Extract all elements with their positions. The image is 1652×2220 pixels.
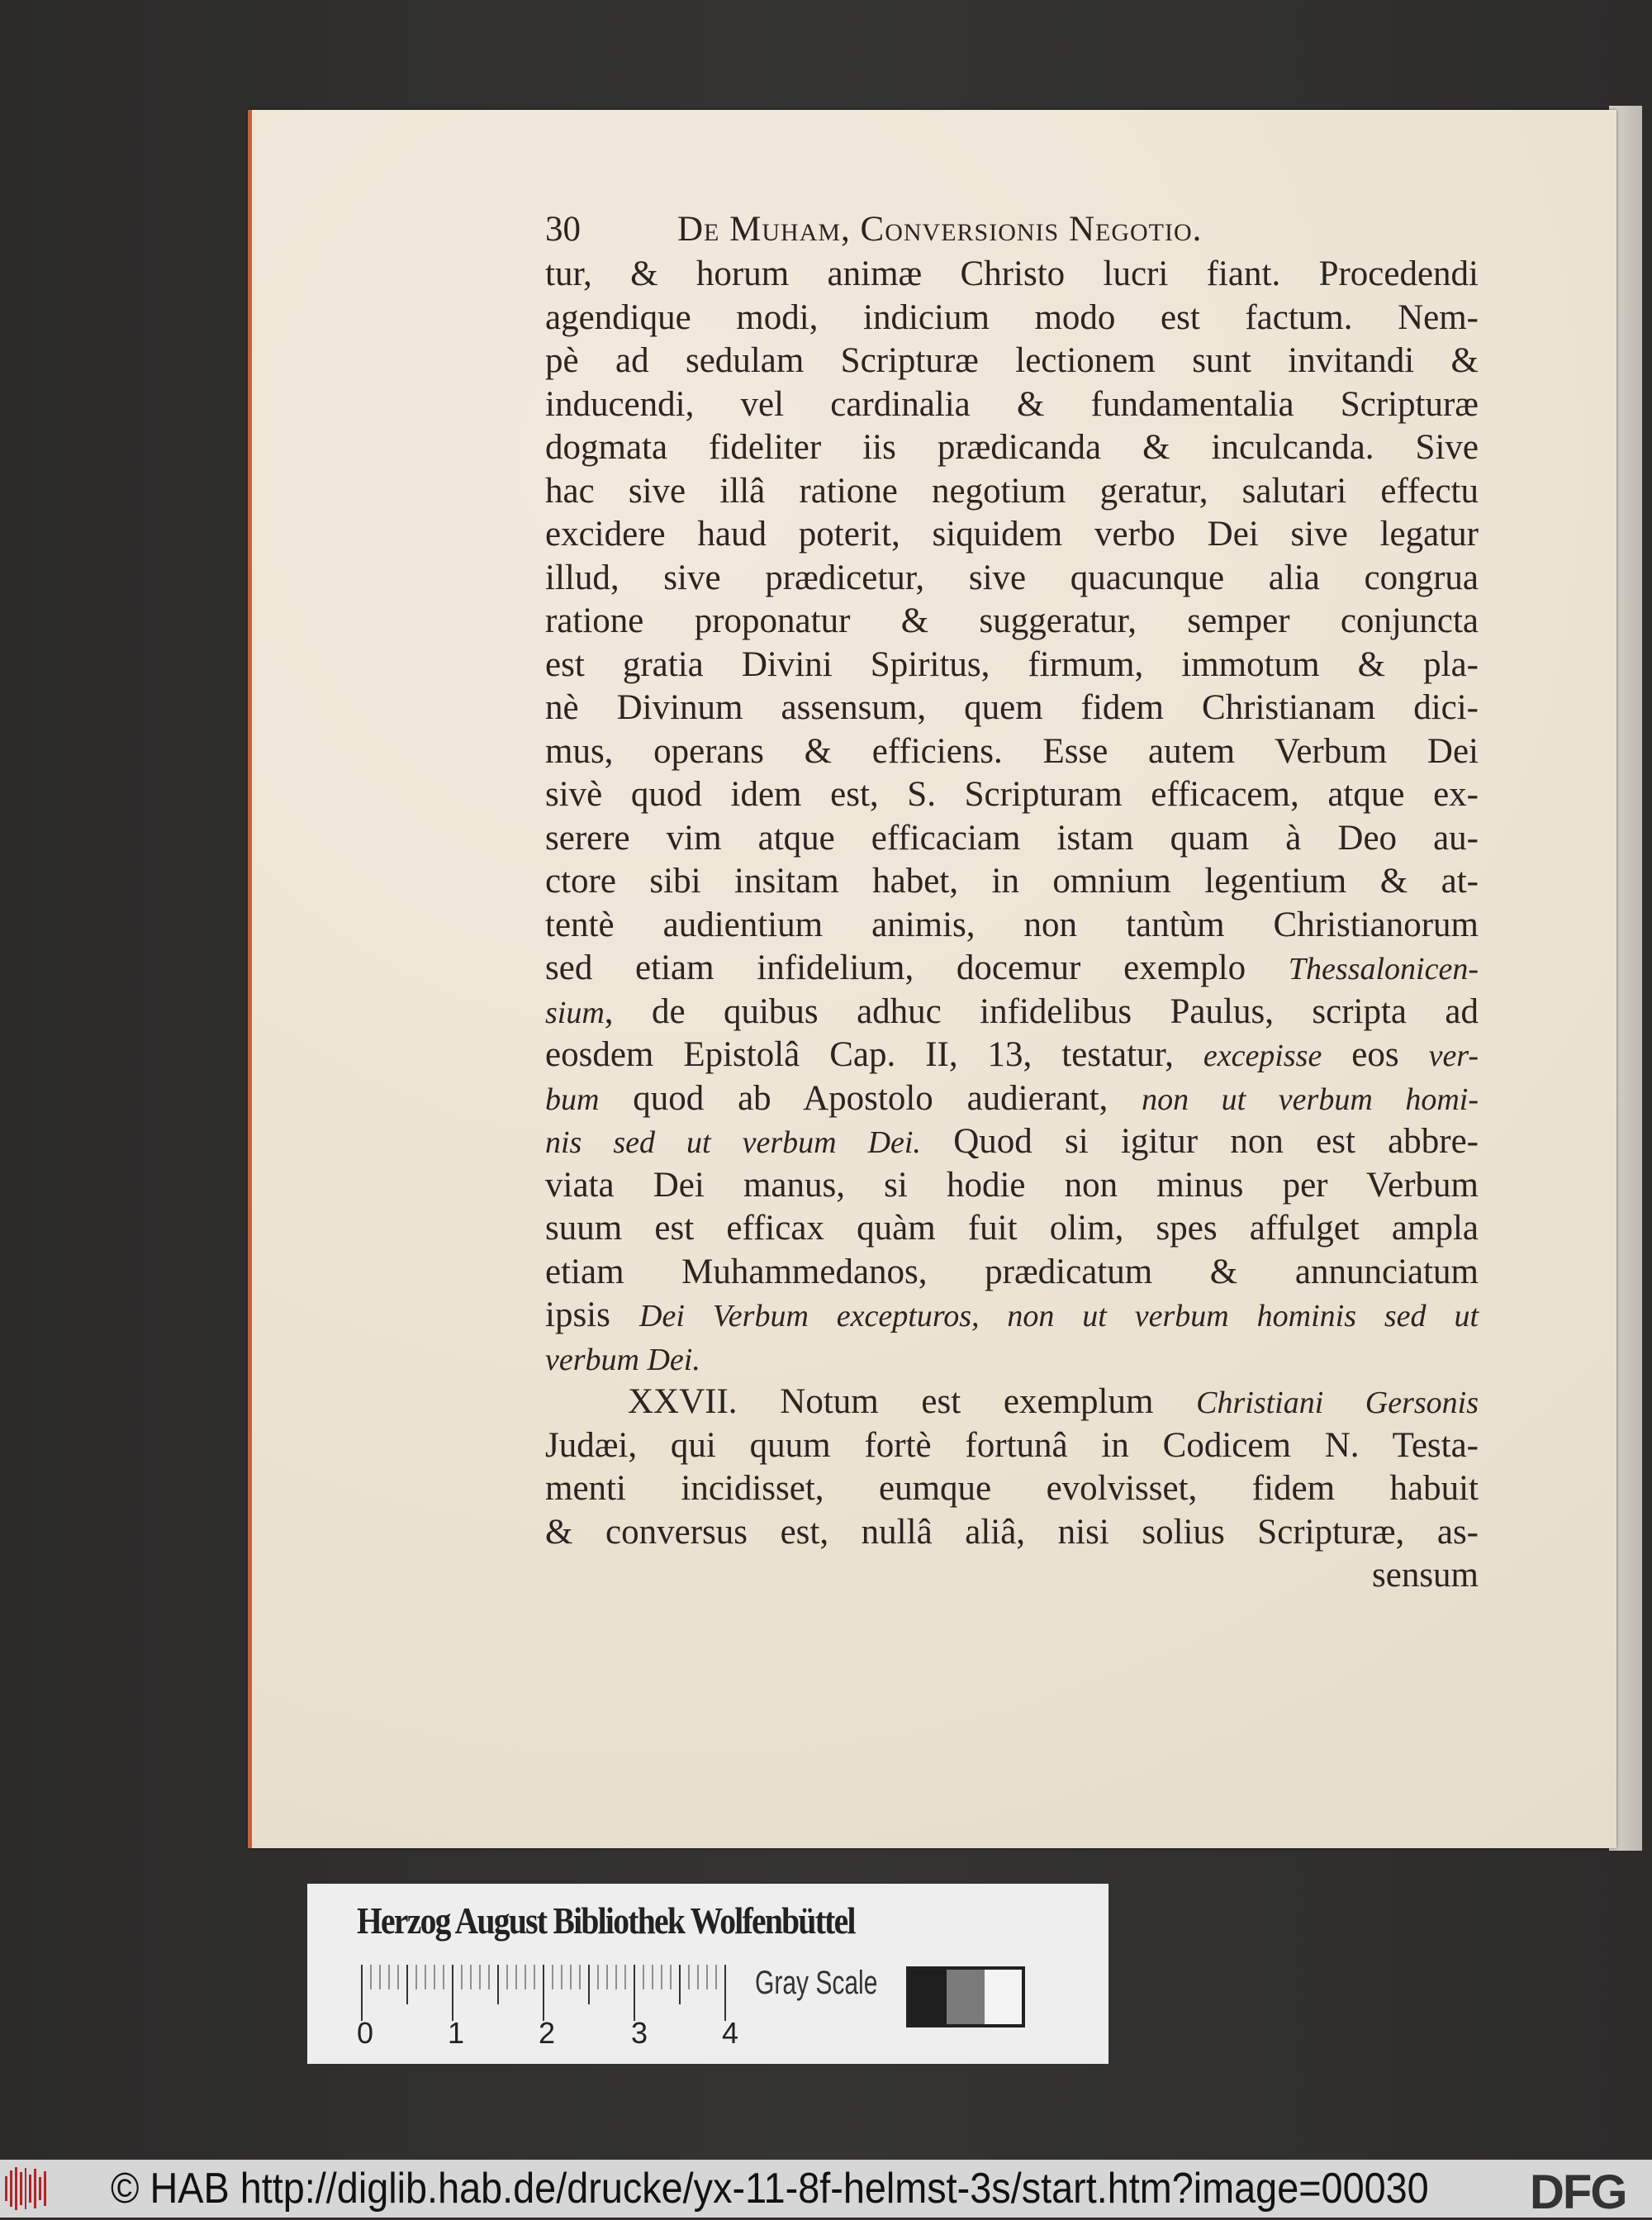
page-number: 30 [545, 210, 581, 249]
ruler-number: 4 [722, 2016, 739, 2050]
card-title: Herzog August Bibliothek Wolfenbüttel [357, 1899, 855, 1942]
italic-text: bum [545, 1081, 600, 1117]
running-head: De Muham, Conversionis Negotio. [677, 210, 1203, 249]
gray-scale-label: Gray Scale [755, 1965, 878, 2001]
hab-barcode-icon [5, 2166, 46, 2211]
text-line [545, 1164, 1479, 1208]
roman-text: & conversus est, nullâ aliâ, nisi solius Scripturæ, as- [545, 1512, 1479, 1552]
text-line [545, 817, 1479, 861]
text-line [545, 1120, 1479, 1164]
gray-scale-swatch [906, 1966, 1025, 2027]
roman-text: eos [1322, 1035, 1429, 1074]
text-line [545, 340, 1479, 383]
roman-text: ratione proponatur & suggeratur, semper conjuncta [545, 601, 1479, 640]
italic-text: ver- [1428, 1039, 1479, 1073]
roman-text: nè Divinum assensum, quem fidem Christianam dici- [545, 688, 1479, 727]
roman-text: , de quibus adhuc infidelibus Paulus, scripta ad [604, 991, 1479, 1031]
roman-text: est gratia Divini Spiritus, firmum, immotum & pla- [545, 644, 1479, 684]
text-line [545, 1251, 1479, 1295]
roman-text: quod ab Apostolo audierant, [599, 1078, 1142, 1118]
roman-text: hac sive illâ ratione negotium geratur, salutari effectu [545, 471, 1479, 511]
roman-text: dogmata fideliter iis prædicanda & inculcanda. Sive [545, 428, 1479, 467]
roman-text: etiam Muhammedanos, prædicatum & annunciatum [545, 1252, 1479, 1291]
roman-text: Judæi, qui quum fortè fortunâ in Codicem N. Testa- [545, 1425, 1479, 1465]
roman-text: pè ad sedulam Scripturæ lectionem sunt invitandi & [545, 341, 1479, 380]
dfg-logo: DFG [1530, 2165, 1626, 2219]
text-line [545, 513, 1479, 557]
text-line [545, 947, 1479, 991]
body-lines [545, 253, 1479, 1598]
roman-text: sivè quod idem est, S. Scripturam efficacem, atque ex- [545, 775, 1479, 814]
roman-text: menti incidisset, eumque evolvisset, fidem habuit [545, 1469, 1479, 1508]
text-line [545, 773, 1479, 817]
text-line [545, 687, 1479, 730]
roman-text: ipsis [545, 1295, 640, 1334]
ruler-number: 2 [539, 2016, 556, 2050]
italic-text: Dei Verbum excepturos, non ut verbum hominis sed ut [639, 1299, 1479, 1333]
copyright-url[interactable]: © HAB http://diglib.hab.de/drucke/yx-11-8f-helmst-3s/start.htm?image=00030 [111, 2165, 1429, 2213]
italic-text: verbum Dei. [545, 1342, 700, 1377]
text-line [545, 253, 1479, 297]
text-line [545, 297, 1479, 340]
ruler-number: 3 [631, 2016, 648, 2050]
roman-text: excidere haud poterit, siquidem verbo Dei sive legatur [545, 515, 1479, 554]
roman-text: mus, operans & efficiens. Esse autem Verbum Dei [545, 731, 1479, 771]
page-text [545, 207, 1479, 1598]
ruler-number: 0 [357, 2016, 374, 2050]
text-line [545, 1207, 1479, 1251]
italic-text: excepisse [1203, 1039, 1322, 1073]
roman-text: tur, & horum animæ Christo lucri fiant. Procedendi [545, 254, 1479, 293]
italic-text: Thessalonicen- [1288, 952, 1479, 986]
text-line [545, 600, 1479, 644]
text-line [545, 904, 1479, 948]
roman-text: tentè audientium animis, non tantùm Christianorum [545, 905, 1479, 944]
text-line [545, 1467, 1479, 1511]
text-line [545, 1381, 1479, 1424]
text-line [545, 426, 1479, 470]
text-line [545, 1424, 1479, 1468]
italic-text: non ut verbum homi- [1142, 1081, 1479, 1117]
italic-text: nis sed ut verbum Dei. [545, 1125, 921, 1160]
roman-text: sensum [1372, 1556, 1479, 1595]
text-line [545, 644, 1479, 687]
text-line [545, 1294, 1479, 1338]
text-line [545, 1511, 1479, 1555]
page-header [545, 207, 1479, 253]
ruler [360, 1965, 732, 2023]
text-line [545, 557, 1479, 601]
roman-text: ctore sibi insitam habet, in omnium legentium & at- [545, 862, 1479, 901]
text-line [545, 470, 1479, 514]
roman-text: serere vim atque efficaciam istam quam à Deo au- [545, 818, 1479, 858]
text-line [545, 860, 1479, 904]
roman-text: illud, sive prædicetur, sive quacunque alia congrua [545, 558, 1479, 597]
roman-text: suum est efficax quàm fuit olim, spes affulget ampla [545, 1209, 1479, 1248]
text-line [545, 383, 1479, 427]
footer-bar [0, 2160, 1652, 2218]
text-line [545, 1077, 1479, 1121]
roman-text: XXVII. Notum est exemplum [628, 1382, 1197, 1421]
gray-scale-patch [947, 1970, 984, 2024]
text-line [545, 1034, 1479, 1077]
color-reference-card [307, 1884, 1108, 2064]
roman-text: viata Dei manus, si hodie non minus per Verbum [545, 1165, 1479, 1205]
ruler-number: 1 [448, 2016, 465, 2050]
gray-scale-patch [909, 1970, 947, 2024]
gray-scale-patch [985, 1970, 1022, 2024]
text-line [545, 991, 1479, 1034]
roman-text: Quod si igitur non est abbre- [920, 1122, 1479, 1161]
italic-text: Christiani Gersonis [1196, 1386, 1479, 1420]
roman-text: eosdem Epistolâ Cap. II, 13, testatur, [545, 1035, 1203, 1074]
roman-text: sed etiam infidelium, docemur exemplo [545, 948, 1289, 987]
italic-text: sium [545, 995, 605, 1030]
text-line [545, 730, 1479, 774]
roman-text: agendique modi, indicium modo est factum. Nem- [545, 297, 1479, 337]
roman-text: inducendi, vel cardinalia & fundamentalia Scripturæ [545, 384, 1479, 424]
text-line [545, 1338, 1479, 1381]
text-line [545, 1554, 1479, 1598]
